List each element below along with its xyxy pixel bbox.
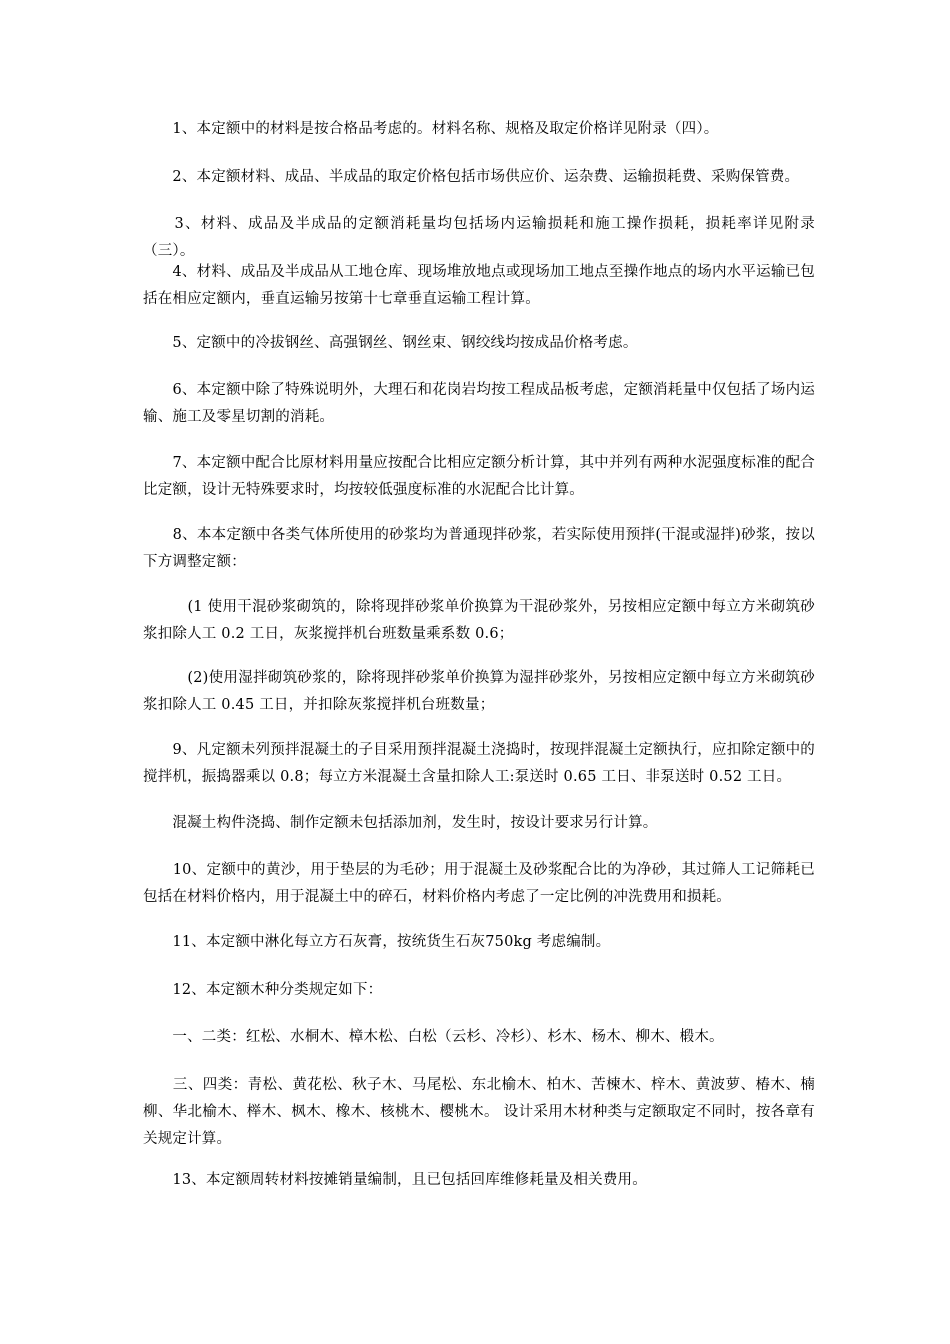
paragraph-12-class-1-2: 一、二类：红松、水桐木、樟木松、白松（云杉、冷杉）、杉木、杨木、柳木、椴木。	[143, 1029, 724, 1045]
paragraph-8: 8、本本定额中各类气体所使用的砂浆均为普通现拌砂浆，若实际使用预拌(干混或湿拌)砂浆，按以下方调整定额：	[143, 527, 815, 570]
paragraph-11: 11、本定额中淋化每立方石灰膏，按统货生石灰750kg 考虑编制。	[143, 934, 611, 950]
paragraph-5: 5、定额中的冷拔钢丝、高强钢丝、钢丝束、钢绞线均按成品价格考虑。	[143, 335, 638, 351]
paragraph-9-note: 混凝土构件浇捣、制作定额未包括添加剂，发生时，按设计要求另行计算。	[143, 815, 658, 831]
paragraph-7: 7、本定额中配合比原材料用量应按配合比相应定额分析计算，其中并列有两种水泥强度标准的配合比定额，设计无特殊要求时，均按较低强度标准的水泥配合比计算。	[143, 455, 815, 498]
paragraph-8-item-1: (1 使用干混砂浆砌筑的，除将现拌砂浆单价换算为干混砂浆外，另按相应定额中每立方米砌筑砂浆扣除人工 0.2 工日，灰浆搅拌机台班数量乘系数 0.6；	[143, 599, 815, 642]
paragraph-8-item-2: (2)使用湿拌砌筑砂浆的，除将现拌砂浆单价换算为湿拌砂浆外，另按相应定额中每立方米砌筑砂浆扣除人工 0.45 工日，并扣除灰浆搅拌机台班数量；	[143, 670, 815, 713]
paragraph-4: 4、材料、成品及半成品从工地仓库、现场堆放地点或现场加工地点至操作地点的场内水平运输已包括在相应定额内，垂直运输另按第十七章垂直运输工程计算。	[143, 264, 815, 307]
paragraph-1: 1、本定额中的材料是按合格品考虑的。材料名称、规格及取定价格详见附录（四）。	[143, 121, 719, 137]
paragraph-2: 2、本定额材料、成品、半成品的取定价格包括市场供应价、运杂费、运输损耗费、采购保管费。	[143, 169, 800, 185]
paragraph-3: 3、材料、成品及半成品的定额消耗量均包括场内运输损耗和施工操作损耗，损耗率详见附录（三）。	[143, 216, 815, 259]
paragraph-12-class-3-4: 三、四类：青松、黄花松、秋子木、马尾松、东北榆木、柏木、苦楝木、梓木、黄波萝、椿木、楠柳、华北榆木、榉木、枫木、橡木、核桃木、樱桃木。 设计采用木材种类与定额取定不同时，按各章有关规定计算。	[143, 1077, 815, 1147]
paragraph-12: 12、本定额木种分类规定如下：	[143, 982, 383, 998]
paragraph-13: 13、本定额周转材料按摊销量编制，且已包括回库维修耗量及相关费用。	[143, 1172, 647, 1188]
paragraph-9: 9、凡定额未列预拌混凝土的子目采用预拌混凝土浇捣时，按现拌混凝土定额执行，应扣除定额中的搅拌机，振捣器乘以 0.8；每立方米混凝土含量扣除人工:泵送时 0.65 工日、非泵送时 0.52 工日。	[143, 742, 815, 785]
paragraph-10: 10、定额中的黄沙，用于垫层的为毛砂；用于混凝土及砂浆配合比的为净砂，其过筛人工记筛耗已包括在材料价格内，用于混凝土中的碎石，材料价格内考虑了一定比例的冲洗费用和损耗。	[143, 862, 815, 905]
paragraph-6: 6、本定额中除了特殊说明外，大理石和花岗岩均按工程成品板考虑，定额消耗量中仅包括了场内运输、施工及零星切割的消耗。	[143, 382, 815, 425]
